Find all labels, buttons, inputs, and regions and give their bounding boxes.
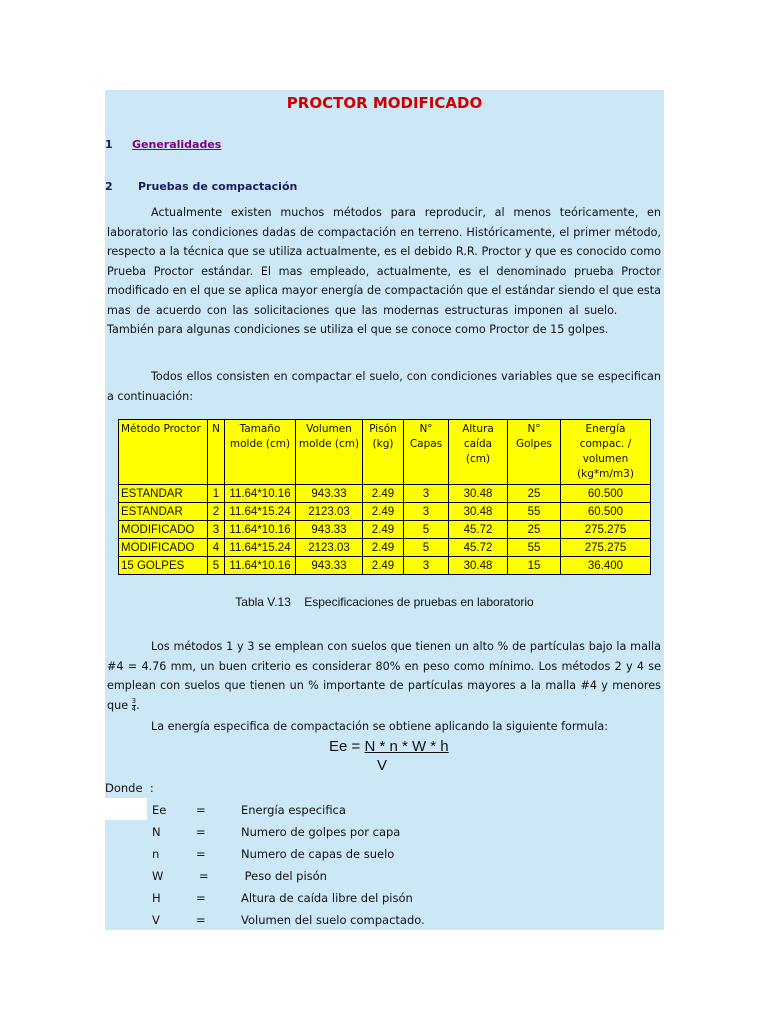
def-symbol: n (152, 847, 160, 861)
formula-numerator: N * n * W * h (364, 738, 449, 755)
formula-lhs: Ee = (329, 738, 365, 755)
cell: 2.49 (363, 557, 404, 575)
cell: 2.49 (363, 539, 404, 557)
def-equals: = (196, 913, 206, 927)
def-equals: = (196, 847, 206, 861)
table-caption: Tabla V.13 Especificaciones de pruebas en laboratorio (235, 595, 534, 609)
def-description: Energía especifica (241, 803, 346, 817)
cell: 275.275 (561, 539, 651, 557)
donde-label: Donde : (105, 781, 154, 795)
cell: 25 (508, 485, 561, 503)
def-symbol: V (152, 913, 160, 927)
section-1-number: 1 (105, 138, 113, 151)
cell: 55 (508, 539, 561, 557)
cell: 3 (404, 557, 449, 575)
cell: MODIFICADO (119, 521, 208, 539)
cell: 3 (208, 521, 225, 539)
def-equals: = (196, 825, 206, 839)
cell: 275.275 (561, 521, 651, 539)
header-energia: Energía compac. / volumen (kg*m/m3) (561, 420, 651, 485)
header-pison: Pisón (kg) (363, 420, 404, 485)
cell: 11.64*15.24 (225, 503, 296, 521)
cell: 60.500 (561, 485, 651, 503)
cell: ESTANDAR (119, 485, 208, 503)
cell: 5 (208, 557, 225, 575)
cell: MODIFICADO (119, 539, 208, 557)
cell: 15 GOLPES (119, 557, 208, 575)
def-symbol: N (152, 825, 161, 839)
cell: 11.64*10.16 (225, 485, 296, 503)
def-description: Numero de golpes por capa (241, 825, 401, 839)
paragraph-formula-intro: La energía especifica de compactación se obtiene aplicando la siguiente formula: (151, 720, 608, 733)
paragraph-usage: Los métodos 1 y 3 se emplean con suelos que tienen un alto % de partículas bajo la malla #4 = 4.76 mm, un buen criterio es considerar 80% en peso como mínimo. Los métodos 2 y 4 se emplean con suelos que tienen un % importante de partículas mayores a la malla #4 y menores que $\frac{3}{4}$ . (107, 640, 661, 713)
def-symbol: W (152, 869, 164, 883)
header-metodo: Método Proctor (119, 420, 208, 485)
fraction-three-quarters: $\frac{3}{4}$ (131, 697, 137, 713)
cell: 11.64*15.24 (225, 539, 296, 557)
cell: 11.64*10.16 (225, 521, 296, 539)
def-equals: = (196, 803, 206, 817)
def-symbol: H (152, 891, 161, 905)
cell: 11.64*10.16 (225, 557, 296, 575)
cell: 30.48 (449, 503, 508, 521)
cell: 30.48 (449, 485, 508, 503)
specifications-table (118, 419, 651, 575)
cell: 943.33 (296, 521, 363, 539)
table-header-row (119, 420, 651, 485)
cell: 943.33 (296, 485, 363, 503)
cell: 5 (404, 539, 449, 557)
cell: 45.72 (449, 539, 508, 557)
header-capas: N° Capas (404, 420, 449, 485)
cell: 45.72 (449, 521, 508, 539)
blank-cell (105, 798, 147, 820)
def-equals: = (199, 869, 209, 883)
document-page (105, 90, 664, 930)
page-title: PROCTOR MODIFICADO (286, 94, 483, 112)
header-altura: Altura caída (cm) (449, 420, 508, 485)
section-2-number: 2 (105, 180, 113, 193)
def-description: Peso del pisón (241, 869, 327, 883)
cell: 5 (404, 521, 449, 539)
paragraph-methods: Todos ellos consisten en compactar el suelo, con condiciones variables que se especifican a continuación: (107, 370, 661, 403)
def-symbol: Ee (152, 803, 167, 817)
header-golpes: N° Golpes (508, 420, 561, 485)
cell: 4 (208, 539, 225, 557)
cell: 1 (208, 485, 225, 503)
cell: 2.49 (363, 485, 404, 503)
formula-denominator: V (377, 757, 388, 774)
cell: 2 (208, 503, 225, 521)
table-row (119, 521, 651, 539)
cell: 2123.03 (296, 539, 363, 557)
energy-formula (329, 738, 449, 774)
def-description: Volumen del suelo compactado. (241, 913, 425, 927)
cell: 60.500 (561, 503, 651, 521)
section-1-link[interactable]: Generalidades (132, 138, 222, 151)
cell: 3 (404, 503, 449, 521)
table-row (119, 503, 651, 521)
paragraph-intro: Actualmente existen muchos métodos para reproducir, al menos teóricamente, en laboratorio las condiciones dadas de compactación en terreno. Históricamente, el primer método, respecto a la técnica que se utiliza actualmente, es el debido R.R. Proctor y que es conocido como Prueba Proctor estándar. El mas empleado, actualmente, es el denominado prueba Proctor modificado en el que se aplica mayor energía de compactación que el estándar siendo el que esta mas de acuerdo con las solicitaciones que las modernas estructuras imponen al suelo. También para algunas condiciones se utiliza el que se conoce como Proctor de 15 golpes. (107, 206, 661, 336)
header-n: N (208, 420, 225, 485)
section-2-heading: Pruebas de compactación (138, 180, 298, 193)
cell: 15 (508, 557, 561, 575)
table-row (119, 539, 651, 557)
def-description: Altura de caída libre del pisón (241, 891, 413, 905)
cell: ESTANDAR (119, 503, 208, 521)
cell: 3 (404, 485, 449, 503)
header-tamano: Tamaño molde (cm) (225, 420, 296, 485)
cell: 55 (508, 503, 561, 521)
cell: 2.49 (363, 521, 404, 539)
cell: 943.33 (296, 557, 363, 575)
cell: 30.48 (449, 557, 508, 575)
table-row (119, 485, 651, 503)
cell: 2123.03 (296, 503, 363, 521)
def-equals: = (196, 891, 206, 905)
table-row (119, 557, 651, 575)
cell: 36.400 (561, 557, 651, 575)
header-volumen: Volumen molde (cm) (296, 420, 363, 485)
cell: 25 (508, 521, 561, 539)
cell: 2.49 (363, 503, 404, 521)
def-description: Numero de capas de suelo (241, 847, 395, 861)
